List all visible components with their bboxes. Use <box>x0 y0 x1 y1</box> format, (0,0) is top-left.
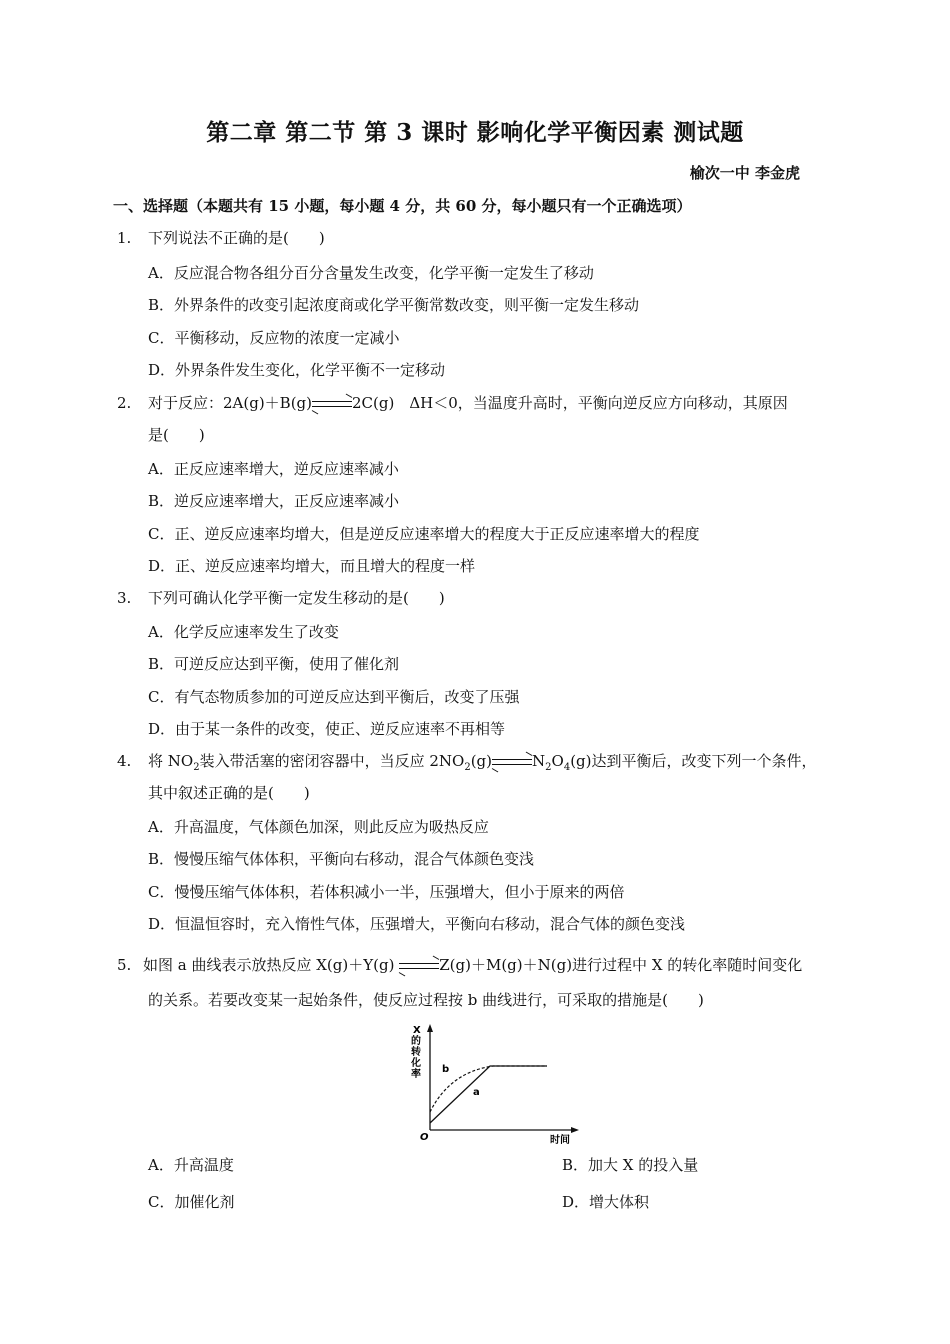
curve-a-label: a <box>473 1087 480 1098</box>
page-title: 第二章 第二节 第 3 课时 影响化学平衡因素 测试题 <box>206 119 744 146</box>
option: A．化学反应速率发生了改变 <box>148 623 339 641</box>
question-stem: 下列可确认化学平衡一定发生移动的是( ) <box>148 589 445 607</box>
option: C．加催化剂 <box>148 1193 235 1211</box>
question-number: 1. <box>117 229 132 247</box>
option: D．恒温恒容时，充入惰性气体，压强增大，平衡向右移动，混合气体的颜色变浅 <box>148 915 686 933</box>
y-axis-arrow-icon <box>427 1024 433 1032</box>
option: A．正反应速率增大，逆反应速率减小 <box>148 460 399 478</box>
subscript: 4 <box>563 762 571 773</box>
option: A．升高温度，气体颜色加深，则此反应为吸热反应 <box>148 818 489 836</box>
option: B．慢慢压缩气体体积，平衡向右移动，混合气体颜色变浅 <box>148 850 535 868</box>
question-number: 4. <box>117 752 132 770</box>
stem-part: 如图 a 曲线表示放热反应 X(g)＋Y(g) <box>143 956 395 974</box>
question-stem: 下列说法不正确的是( ) <box>148 229 325 247</box>
equilibrium-arrow-icon <box>492 756 532 768</box>
option: C．有气态物质参加的可逆反应达到平衡后，改变了压强 <box>148 688 520 706</box>
stem-part: 对于反应：2A(g)＋B(g) <box>148 394 313 412</box>
origin-label: O <box>420 1132 429 1143</box>
x-label: 时间 <box>550 1135 570 1145</box>
question-stem-cont: 其中叙述正确的是( ) <box>148 784 310 802</box>
stem-part: O <box>551 752 564 770</box>
question-stem-cont: 是( ) <box>148 426 205 444</box>
question-stem-cont: 的关系。若要改变某一起始条件，使反应过程按 b 曲线进行，可采取的措施是( ) <box>148 991 704 1009</box>
question-number: 5. <box>117 956 132 974</box>
question-stem <box>143 949 843 981</box>
option: B．外界条件的改变引起浓度商或化学平衡常数改变，则平衡一定发生移动 <box>148 296 640 314</box>
x-axis-arrow-icon <box>571 1127 579 1133</box>
stem-part: (g)达到平衡后，改变下列一个条件， <box>570 752 817 770</box>
subscript: 2 <box>464 762 471 773</box>
stem-part: 2C(g) ΔH＜0，当温度升高时，平衡向逆反应方向移动，其原因 <box>352 394 788 412</box>
stem-part: Z(g)＋M(g)＋N(g)进行过程中 X 的转化率随时间变化 <box>439 956 803 974</box>
equilibrium-arrow-icon <box>399 960 439 972</box>
option: C．平衡移动，反应物的浓度一定减小 <box>148 329 400 347</box>
question-stem <box>148 387 838 419</box>
author: 榆次一中 李金虎 <box>689 164 800 182</box>
option: B．逆反应速率增大，正反应速率减小 <box>148 492 400 510</box>
option: D．由于某一条件的改变，使正、逆反应速率不再相等 <box>148 720 506 738</box>
option: A．升高温度 <box>148 1156 234 1174</box>
stem-part: 装入带活塞的密闭容器中，当反应 2NO <box>199 752 465 770</box>
y-label-char: 率 <box>411 1069 421 1080</box>
curve-b-label: b <box>442 1064 450 1075</box>
option: B．加大 X 的投入量 <box>562 1156 699 1174</box>
question-number: 2. <box>117 394 132 412</box>
stem-part: N <box>532 752 546 770</box>
stem-part: 将 NO <box>148 752 194 770</box>
subscript: 2 <box>545 762 552 773</box>
section-heading: 一、选择题（本题共有 15 小题，每小题 4 分，共 60 分，每小题只有一个正确选项） <box>113 197 692 215</box>
y-label-char: 化 <box>411 1058 421 1069</box>
question-number: 3. <box>117 589 132 607</box>
option: D．正、逆反应速率均增大，而且增大的程度一样 <box>148 557 476 575</box>
option: D．外界条件发生变化，化学平衡不一定移动 <box>148 361 446 379</box>
conversion-time-figure <box>395 1020 585 1145</box>
stem-part: (g) <box>470 752 493 770</box>
option: C．慢慢压缩气体体积，若体积减小一半，压强增大，但小于原来的两倍 <box>148 883 625 901</box>
y-label-char: X <box>413 1025 421 1036</box>
equilibrium-arrow-icon <box>312 398 352 410</box>
option: B．可逆反应达到平衡，使用了催化剂 <box>148 655 400 673</box>
option: C．正、逆反应速率均增大，但是逆反应速率增大的程度大于正反应速率增大的程度 <box>148 525 700 543</box>
subscript: 2 <box>193 762 200 773</box>
y-label-char: 转 <box>411 1047 421 1058</box>
option: D．增大体积 <box>562 1193 650 1211</box>
option: A．反应混合物各组分百分含量发生改变，化学平衡一定发生了移动 <box>148 264 594 282</box>
y-label-char: 的 <box>411 1036 421 1047</box>
